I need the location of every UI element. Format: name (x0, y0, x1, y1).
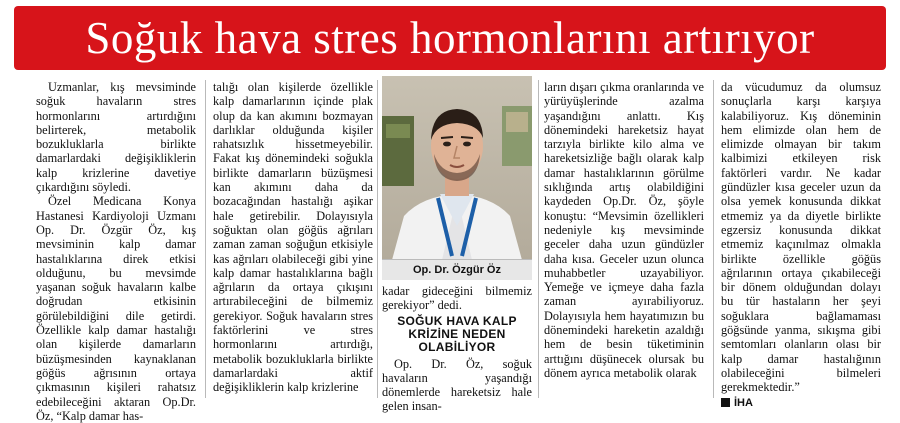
column-divider (377, 80, 378, 398)
photo-caption: Op. Dr. Özgür Öz (382, 259, 532, 280)
paragraph: ların dışarı çıkma oranlarında ve yürüyüşlerinde azalma yaşandığını anlattı. Kış dönemindeki hareketsiz hayat tarzıyla birlikte kilo alma ve hareketsizliğe bağlı olarak kalp damar hastalıklarının görülme sıklığında artış olabildiğini kaydeden Op.Dr. Öz, şöyle konuştu: “Mevsimin özellikleri nedeniyle kış mevsiminde geceler daha uzun gündüzler daha kısa. Geceler uzun olunca muhabbetler uzayabiliyor. Yemeğe ve içmeye daha fazla zaman ayırabiliyoruz. Dolayısıyla hem hayatımızın bu dönemindeki hareketin azaldığı hem de besin tüketiminin arttığını düşünecek olursak bu dönem ayrıca metabolik olarak (544, 80, 704, 380)
black-square-icon (721, 398, 730, 407)
article-column-2 (213, 80, 373, 395)
article-column-5 (721, 80, 881, 410)
subheading: SOĞUK HAVA KALP KRİZİNE NEDEN OLABİLİYOR (397, 313, 517, 354)
source-credit (721, 396, 881, 410)
column-divider (205, 80, 206, 398)
paragraph: kadar gideceğini bilmemiz gerekiyor” dedi. (382, 284, 532, 313)
paragraph: Op. Dr. Öz, soğuk havaların yaşandığı dönemlerde hareketsiz hale gelen insan- (382, 356, 532, 414)
paragraph: da vücudumuz da olumsuz sonuçlarla karşı karşıya kalabiliyoruz. Kış döneminin hem elimizde olan hem de elimizde olmayan bir takım kalbimizi etkileyen risk faktörleri vardır. Ne kadar gündüzler kısa geceler uzun da olsa yemek konusunda dikkat etmemiz ya da diyetle birlikte egzersiz konusunda dikkat etmemiz kaçınılmaz olmakla birlikte özellikle göğüs ağrılarının ortaya çıkabileceği bir dönem olduğundan dolayı bu tür hastaların her şeyi soğuklara bağlamaması göğsünde yanma, sıkışma gibi semtomları olanların olası bir kalp damar hastalığının olabileceğini bilmeleri gerekmektedir.” (721, 80, 881, 395)
headline-banner (14, 6, 886, 70)
article-column-3 (382, 284, 532, 414)
column-divider (538, 80, 539, 398)
paragraph: Özel Medicana Konya Hastanesi Kardiyoloji Uzmanı Op. Dr. Özgür Öz, kış mevsiminin kalp damar hastalıklarına direk etkisi olduğunu, bu mevsimde yaşanan soğuk havaların kalbe doğrudan etkisinin görülebildiğini dile getirdi. Özellikle kalp damar hastalığı olan kişilerde damarların büzüşmesinden kaynaklanan göğüs ağrısının ortaya çıkmasının kişileri rahatsız edebileceğini aktaran Op.Dr. Öz, “Kalp damar has- (36, 194, 196, 423)
paragraph: Uzmanlar, kış mevsiminde soğuk havaların stres hormonlarını artırdığını belirterek, metabolik bozukluklarla birlikte damarlardaki değişikliklerin kalp krizlerine davetiye çıkardığını söyledi. (36, 80, 196, 195)
headline: Soğuk hava stres hormonlarını artırıyor (85, 13, 815, 63)
column-divider (713, 80, 714, 398)
paragraph: talığı olan kişilerde özellikle kalp damarlarının içinde plak olup da kan akımını bozmayan darlıklar olduğunda kişiler rahatsızlık hissetmeyebilir. Fakat kış dönemindeki soğukla birlikte damarların büzüşmesi kan akımını daha da bozacağından hastalığı aşikar hale getirebilir. Dolayısıyla soğuktan olan göğüs ağrıları zaman zaman soğuğun etkisiyle kas ağrıları olabileceği gibi yine kalp damar hastalıklarına bağlı ağrıların da ortaya çıkışını artırabileceğini de bilmemiz gerekiyor. Soğuk havaların stres faktörlerini ve stres hormonlarını artırdığı, metabolik bozukluklarla birlikte damarlardaki aktif değişikliklerin kalp krizlerine (213, 80, 373, 395)
article-column-4 (544, 80, 704, 380)
source-label: İHA (734, 396, 753, 409)
article-column-1 (36, 80, 196, 423)
doctor-portrait-photo (382, 76, 532, 280)
